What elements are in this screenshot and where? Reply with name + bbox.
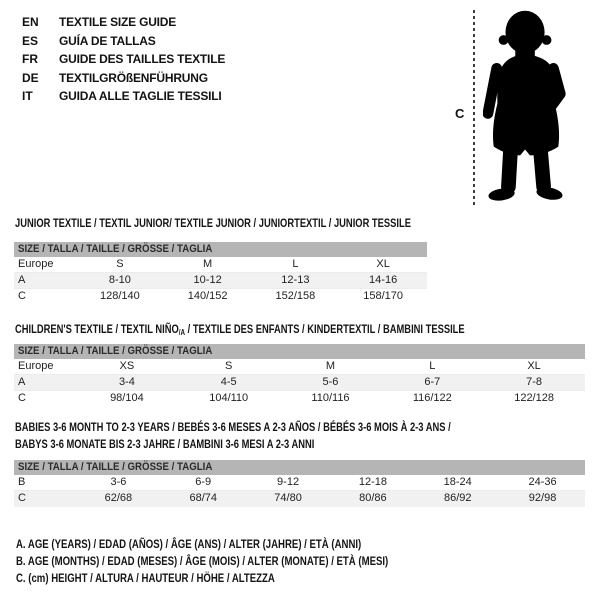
size-header-bar [14, 460, 585, 475]
table-row [14, 391, 585, 407]
lang-code: EN [22, 15, 39, 29]
cell: 158/170 [363, 290, 403, 302]
row-label: C [18, 392, 26, 404]
table-row [14, 491, 585, 507]
lang-label: GUIDE DES TAILLES TEXTILE [59, 52, 226, 66]
cell: XL [527, 360, 541, 372]
cell: L [292, 258, 299, 270]
cell: 24-36 [528, 476, 557, 488]
row-label: C [18, 290, 26, 302]
cell: 3-6 [110, 476, 127, 488]
legend-text: A. AGE (YEARS) / EDAD (AÑOS) / ÂGE (ANS) / ALTER (JAHRE) / ETÀ (ANNI) [16, 537, 362, 551]
row-label: A [18, 274, 26, 286]
cell: 92/98 [528, 492, 557, 504]
size-header-bar [14, 344, 585, 359]
row-label: Europe [18, 258, 54, 270]
cell: 8-10 [108, 274, 131, 286]
title-subscript: /A [178, 328, 186, 337]
cell: 98/104 [110, 392, 144, 404]
cell: 10-12 [193, 274, 222, 286]
row-label: Europe [18, 360, 54, 372]
cell: 18-24 [443, 476, 472, 488]
children-size-table [14, 344, 585, 407]
lang-row-en [22, 13, 225, 32]
title-post: / TEXTILE DES ENFANTS / KINDERTEXTIL / BAMBINI TESSILE [185, 322, 465, 336]
cell: 12-18 [358, 476, 387, 488]
babies-title-line2: BABYS 3-6 MONATE BIS 2-3 JAHRE / BAMBINI 3-6 MESI A 2-3 ANNI [15, 437, 315, 451]
cell: 12-13 [281, 274, 310, 286]
cell: M [325, 360, 336, 372]
row-label: B [18, 476, 26, 488]
row-label: C [18, 492, 26, 504]
cell: 80/86 [359, 492, 387, 504]
lang-label: TEXTILGRÖßENFÜHRUNG [59, 70, 208, 85]
cell: 62/68 [104, 492, 133, 504]
language-header [22, 13, 225, 106]
babies-table-title [15, 419, 574, 453]
cell: 68/74 [189, 492, 217, 504]
lang-code: FR [22, 52, 38, 66]
cell: 5-6 [322, 376, 339, 388]
lang-label: TEXTILE SIZE GUIDE [59, 15, 177, 29]
cell: 9-12 [277, 476, 300, 488]
size-header-text: SIZE / TALLA / TAILLE / GRÖSSE / TAGLIA [18, 461, 213, 473]
junior-size-table [14, 242, 427, 305]
cell: 110/116 [311, 392, 350, 404]
cell: 4-5 [220, 376, 237, 388]
cell: 6-7 [424, 376, 441, 388]
cell: 6-9 [195, 476, 212, 488]
cell: 14-16 [369, 274, 398, 286]
legend [16, 536, 481, 587]
babies-title-line1: BABIES 3-6 MONTH TO 2-3 YEARS / BEBÉS 3-6 MESES A 2-3 AÑOS / BÉBÉS 3-6 MOIS À 2-3 ANS / [15, 420, 451, 434]
row-label: A [18, 376, 26, 388]
legend-text: C. (cm) HEIGHT / ALTURA / HAUTEUR / HÖHE / ALTEZZA [16, 571, 275, 585]
lang-row-es [22, 32, 225, 51]
lang-row-it [22, 87, 225, 106]
children-table-title-text [15, 321, 465, 341]
cell: 74/80 [274, 492, 302, 504]
cell: 128/140 [99, 290, 140, 302]
legend-line-c [16, 570, 481, 587]
title-pre: CHILDREN'S TEXTILE / TEXTIL NIÑO [15, 322, 179, 336]
cell: S [225, 360, 233, 372]
height-marker-label: C [455, 106, 465, 121]
cell: 86/92 [443, 492, 472, 504]
size-header-bar [14, 242, 427, 257]
lang-code: IT [22, 89, 33, 103]
lang-label: GUIDA ALLE TAGLIE TESSILI [59, 89, 222, 103]
cell: 152/158 [275, 290, 316, 302]
lang-code: DE [22, 70, 39, 85]
legend-line-a [16, 536, 481, 553]
cell: 140/152 [187, 290, 228, 302]
size-header-text: SIZE / TALLA / TAILLE / GRÖSSE / TAGLIA [18, 345, 213, 357]
cell: XL [376, 258, 390, 270]
babies-size-table [14, 460, 585, 507]
cell: M [203, 258, 213, 270]
lang-row-fr [22, 50, 225, 69]
junior-table-title-text: JUNIOR TEXTILE / TEXTIL JUNIOR/ TEXTILE JUNIOR / JUNIORTEXTIL / JUNIOR TESSILE [15, 216, 411, 230]
cell: 3-4 [118, 376, 135, 388]
legend-text: B. AGE (MONTHS) / EDAD (MESES) / ÂGE (MOIS) / ALTER (MONATE) / ETÀ (MESI) [16, 554, 389, 568]
cell: 7-8 [526, 376, 543, 388]
size-header-text: SIZE / TALLA / TAILLE / GRÖSSE / TAGLIA [18, 243, 213, 255]
cell: L [429, 360, 436, 372]
legend-line-b [16, 553, 481, 570]
height-measure-dashed-line [473, 10, 475, 207]
table-row [14, 375, 585, 391]
table-row [14, 273, 427, 289]
table-row [14, 257, 427, 273]
cell: 122/128 [514, 392, 554, 404]
cell: 116/122 [412, 392, 452, 404]
junior-table-title [15, 215, 523, 232]
table-row [14, 475, 585, 491]
cell: S [116, 258, 124, 270]
children-table-title [15, 321, 591, 341]
toddler-silhouette-icon [483, 8, 571, 207]
lang-row-de [22, 69, 225, 88]
cell: 104/110 [209, 392, 249, 404]
lang-code: ES [22, 33, 39, 48]
cell: XS [119, 360, 135, 372]
lang-label: GUÍA DE TALLAS [59, 33, 156, 48]
table-row [14, 359, 585, 375]
table-row [14, 289, 427, 305]
